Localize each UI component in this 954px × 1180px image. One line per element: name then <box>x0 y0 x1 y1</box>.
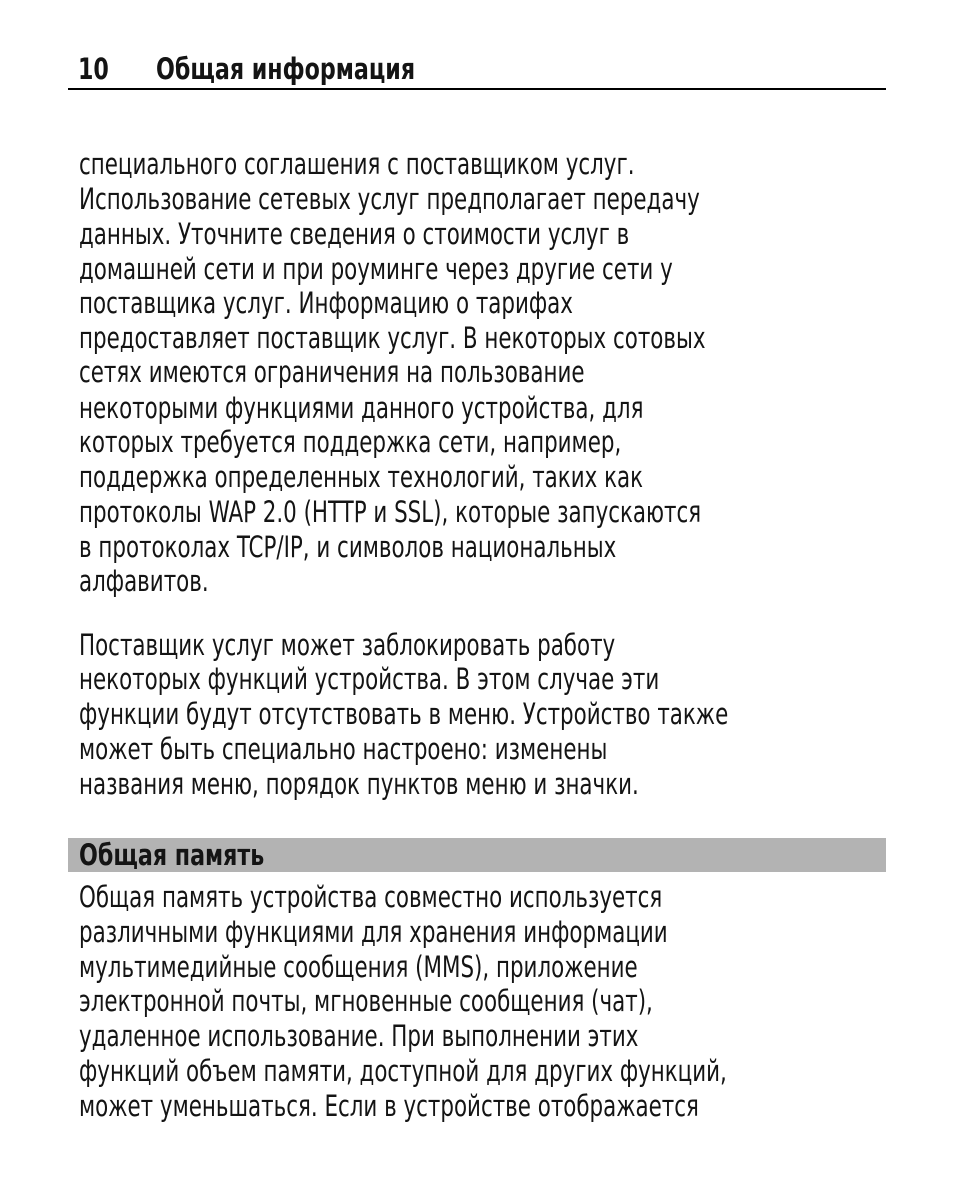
text-line: некоторыми функциями данного устройства, для <box>79 391 644 425</box>
text-line: домашней сети и при роуминге через другие сети у <box>79 252 673 286</box>
text-line: протоколы WAP 2.0 (HTTP и SSL), которые запускаются <box>79 495 702 529</box>
text-line: предоставляет поставщик услуг. В некоторых сотовых <box>79 321 706 355</box>
text-line: Общая память устройства совместно используется <box>79 880 663 914</box>
text-line: может уменьшаться. Если в устройстве отображается <box>79 1089 699 1123</box>
chapter-title: Общая информация <box>156 52 416 86</box>
text-line: сетях имеются ограничения на пользование <box>79 355 585 389</box>
text-line: которых требуется поддержка сети, например, <box>79 425 622 459</box>
text-line: функций объем памяти, доступной для других функций, <box>79 1054 727 1088</box>
text-line: различными функциями для хранения информации <box>79 915 668 949</box>
text-line: электронной почты, мгновенные сообщения (чат), <box>79 984 653 1018</box>
page-number: 10 <box>78 52 109 86</box>
text-line: поставщика услуг. Информацию о тарифах <box>79 286 573 320</box>
text-line: данных. Уточните сведения о стоимости услуг в <box>79 217 630 251</box>
text-line: алфавитов. <box>79 564 209 598</box>
page-header <box>68 50 886 90</box>
text-line: специального соглашения с поставщиком услуг. <box>79 147 635 181</box>
text-line: удаленное использование. При выполнении этих <box>79 1019 639 1053</box>
text-line: может быть специально настроено: изменены <box>79 732 608 766</box>
text-line: в протоколах TCP/IP, и символов национальных <box>79 530 617 564</box>
section-heading-bar <box>68 838 886 872</box>
text-line: мультимедийные сообщения (MMS), приложение <box>79 950 638 984</box>
text-line: названия меню, порядок пунктов меню и значки. <box>79 767 639 801</box>
text-line: некоторых функций устройства. В этом случае эти <box>79 662 660 696</box>
text-line: Использование сетевых услуг предполагает передачу <box>79 182 700 216</box>
text-line: функции будут отсутствовать в меню. Устройство также <box>79 697 729 731</box>
section-title: Общая память <box>79 838 265 872</box>
text-line: Поставщик услуг может заблокировать работу <box>79 628 616 662</box>
text-line: поддержка определенных технологий, таких как <box>79 460 644 494</box>
